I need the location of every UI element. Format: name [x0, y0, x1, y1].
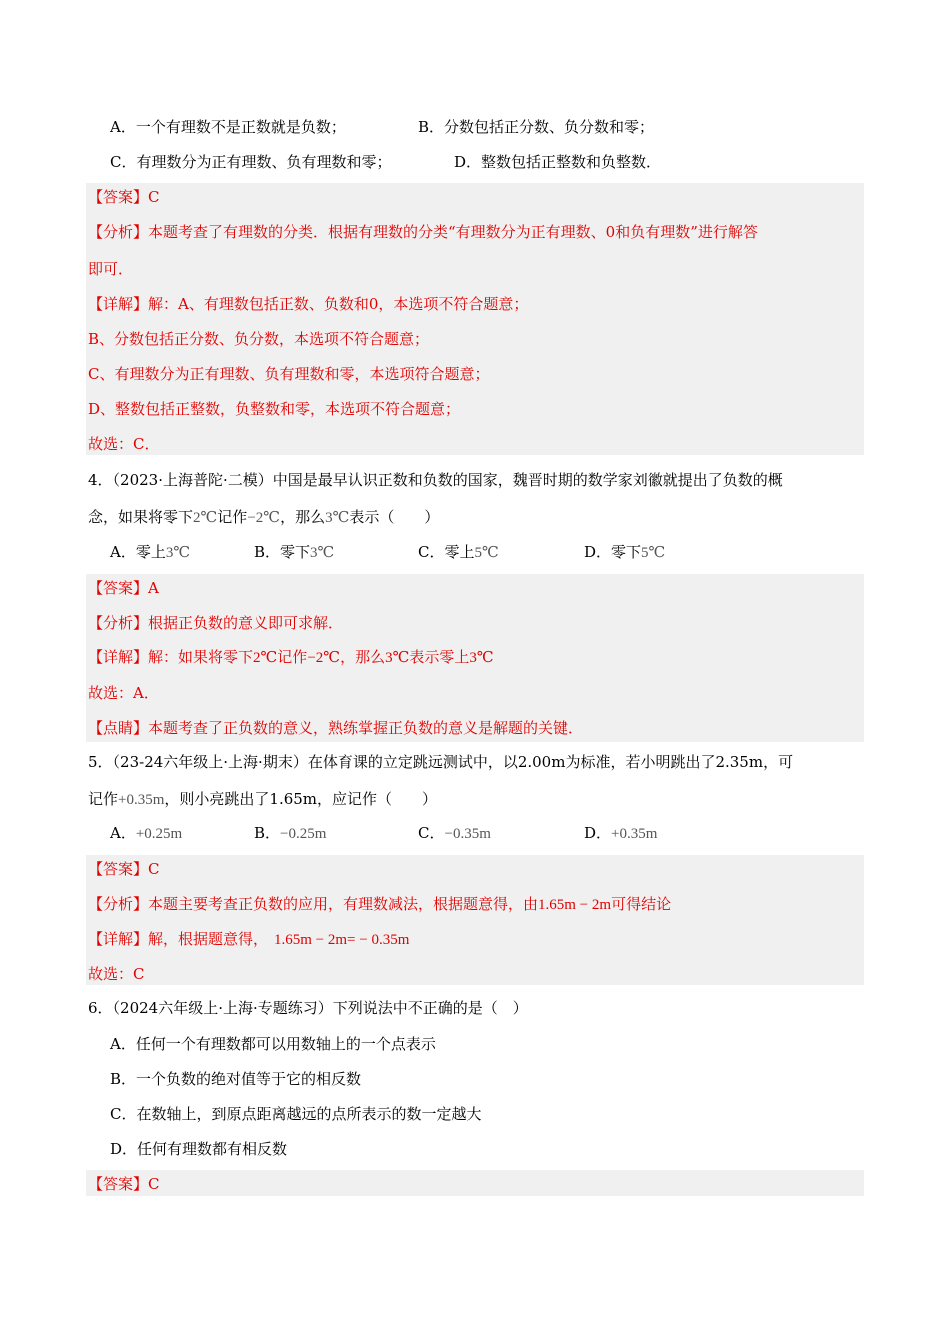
q4-detail-text-a: 【详解】解：如果将零下: [88, 648, 254, 666]
q5-option-a-math: +0.25m: [135, 826, 183, 842]
q3-option-a: A．一个有理数不是正数就是负数；: [110, 118, 346, 136]
q4-option-b-math: 3℃: [310, 545, 335, 561]
q4-option-a-label: A．零上: [110, 543, 166, 561]
q4-option-c-label: C．零上: [418, 543, 475, 561]
q5-detail-text: 【详解】解，根据题意得，: [88, 930, 269, 948]
q4-option-a: [110, 542, 190, 563]
q6-option-a: A．任何一个有理数都可以用数轴上的一个点表示: [110, 1035, 436, 1053]
q5-analysis: [88, 894, 671, 915]
q6-solution-block: [86, 1170, 864, 1196]
q4-stem-line1: 4．（2023·上海普陀·二模）中国是最早认识正数和负数的国家，魏晋时期的数学家刘徽就提出了负数的概: [88, 471, 783, 489]
q3-analysis-line2: 即可．: [88, 260, 134, 278]
q4-stem-text-c: ，那么: [280, 508, 326, 526]
q4-option-a-math: 3℃: [165, 545, 191, 561]
q5-stem-line2: [88, 789, 437, 810]
q4-choose: 故选：A．: [88, 684, 159, 702]
q5-analysis-math: 1.65m − 2m: [538, 897, 612, 913]
q4-detail-math-3: 3℃: [385, 650, 410, 666]
q3-analysis-line1: 【分析】本题考查了有理数的分类．根据有理数的分类“有理数分为正有理数、0和负有理数”进行解答: [88, 223, 758, 241]
q3-answer: 【答案】C: [88, 188, 160, 206]
q5-analysis-text-a: 【分析】本题主要考查正负数的应用，有理数减法，根据题意得，由: [88, 895, 539, 913]
q3-option-d: D．整数包括正整数和负整数．: [454, 153, 662, 171]
q4-option-d: [584, 542, 665, 563]
q4-analysis: 【分析】根据正负数的意义即可求解．: [88, 614, 344, 632]
q5-stem-math: +0.35m: [118, 792, 165, 808]
q5-stem-line1: 5．（23-24六年级上·上海·期末）在体育课的立定跳远测试中，以2.00m为标准，若小明跳出了2.35m，可: [88, 753, 794, 771]
q5-option-c: [418, 823, 491, 844]
q6-answer: 【答案】C: [88, 1175, 160, 1193]
q3-option-c: C．有理数分为正有理数、负有理数和零；: [110, 153, 392, 171]
q4-option-d-math: 5℃: [641, 545, 666, 561]
q4-detail-text-b: 记作: [277, 648, 308, 666]
q4-stem-line2: [88, 507, 439, 528]
q4-detail: [88, 647, 494, 668]
q6-stem: 6．（2024六年级上·上海·专题练习）下列说法中不正确的是（ ）: [88, 999, 528, 1017]
q5-stem-text-a: 记作: [88, 790, 119, 808]
q5-option-d-math: +0.35m: [611, 826, 658, 842]
q3-choose: 故选：C．: [88, 435, 160, 453]
q4-option-b-label: B．零下: [254, 543, 311, 561]
q4-detail-text-d: 表示零上: [409, 648, 470, 666]
q4-math-3: 3℃: [325, 510, 350, 526]
q5-answer: 【答案】C: [88, 860, 160, 878]
q4-stem-text-b: 记作: [217, 508, 248, 526]
q5-analysis-text-b: 可得结论: [611, 895, 672, 913]
q5-option-b-label: B．: [254, 824, 281, 842]
q5-stem-text-b: ，则小亮跳出了1.65m，应记作（ ）: [164, 790, 438, 808]
q4-stem-text-a: 念，如果将零下: [88, 508, 194, 526]
q4-detail-math-4: 3℃: [469, 650, 494, 666]
q5-option-d: [584, 823, 657, 844]
q4-option-c: [418, 542, 499, 563]
q5-option-b-math: −0.25m: [280, 826, 327, 842]
q6-option-d: D．任何有理数都有相反数: [110, 1140, 288, 1158]
q4-point: 【点睛】本题考查了正负数的意义，熟练掌握正负数的意义是解题的关键．: [88, 719, 584, 737]
q6-option-b: B．一个负数的绝对值等于它的相反数: [110, 1070, 362, 1088]
q3-detail-line1: 【详解】解：A、有理数包括正数、负数和0，本选项不符合题意；: [88, 295, 529, 313]
q3-detail-line2: B、分数包括正分数、负分数，本选项不符合题意；: [88, 330, 430, 348]
q5-choose: 故选：C: [88, 965, 145, 983]
q5-option-d-label: D．: [584, 824, 612, 842]
q4-stem-text-d: 表示（ ）: [349, 508, 440, 526]
q4-answer: 【答案】A: [88, 579, 159, 597]
q6-option-c: C．在数轴上，到原点距离越远的点所表示的数一定越大: [110, 1105, 482, 1123]
q4-detail-math-2: −2℃: [307, 650, 341, 666]
q4-detail-text-c: ，那么: [340, 648, 386, 666]
q5-detail: [88, 929, 409, 950]
q4-detail-math-1: 2℃: [253, 650, 278, 666]
q4-option-c-math: 5℃: [474, 545, 499, 561]
q4-math-2: −2℃: [247, 510, 281, 526]
q5-detail-math: 1.65m − 2m= − 0.35m: [274, 932, 410, 948]
q5-option-c-label: C．: [418, 824, 445, 842]
q5-option-c-math: −0.35m: [444, 826, 491, 842]
q3-detail-line3: C、有理数分为正有理数、负有理数和零，本选项符合题意；: [88, 365, 490, 383]
q3-detail-line4: D、整数包括正整数，负整数和零，本选项不符合题意；: [88, 400, 461, 418]
q3-option-b: B．分数包括正分数、负分数和零；: [418, 118, 655, 136]
q5-option-a: [110, 823, 182, 844]
q4-option-d-label: D．零下: [584, 543, 642, 561]
q5-solution-block: [86, 855, 864, 985]
q5-option-a-label: A．: [110, 824, 136, 842]
q5-option-b: [254, 823, 326, 844]
q4-option-b: [254, 542, 334, 563]
q4-math-1: 2℃: [193, 510, 218, 526]
